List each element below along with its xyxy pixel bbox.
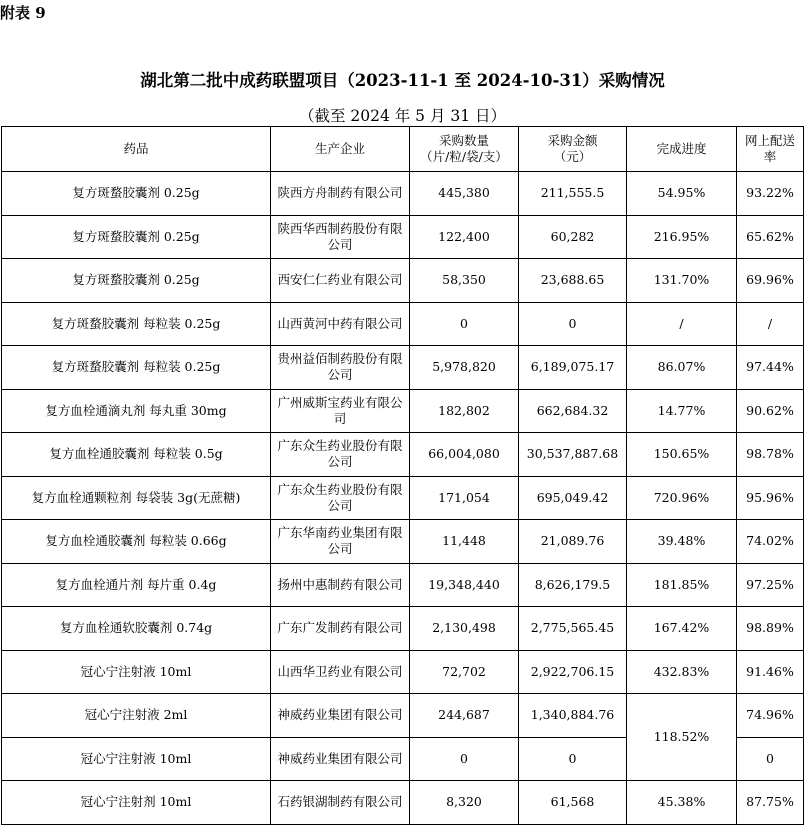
cell-drug: 冠心宁注射液 10ml <box>2 737 271 781</box>
cell-company: 陕西华西制药股份有限公司 <box>271 215 410 259</box>
table-row <box>2 215 804 259</box>
annex-label: 附表 9 <box>0 4 46 22</box>
table-row <box>2 650 804 694</box>
cell-online-rate: 69.96% <box>737 259 804 303</box>
cell-online-rate: 98.78% <box>737 433 804 477</box>
cell-amount: 211,555.5 <box>519 172 627 216</box>
table-row <box>2 563 804 607</box>
cell-progress: 167.42% <box>627 607 737 651</box>
cell-online-rate: 74.02% <box>737 520 804 564</box>
cell-progress: 45.38% <box>627 781 737 825</box>
cell-amount: 0 <box>519 302 627 346</box>
cell-quantity: 66,004,080 <box>410 433 519 477</box>
cell-quantity: 182,802 <box>410 389 519 433</box>
cell-drug: 冠心宁注射剂 10ml <box>2 781 271 825</box>
cell-progress: 432.83% <box>627 650 737 694</box>
cell-progress: 150.65% <box>627 433 737 477</box>
cell-drug: 复方斑蝥胶囊剂 0.25g <box>2 259 271 303</box>
cell-quantity: 11,448 <box>410 520 519 564</box>
cell-progress: 131.70% <box>627 259 737 303</box>
cell-online-rate: 98.89% <box>737 607 804 651</box>
cell-company: 扬州中惠制药有限公司 <box>271 563 410 607</box>
cell-amount: 695,049.42 <box>519 476 627 520</box>
cell-quantity: 445,380 <box>410 172 519 216</box>
cell-drug: 冠心宁注射液 2ml <box>2 694 271 738</box>
cell-company: 石药银湖制药有限公司 <box>271 781 410 825</box>
cell-company: 山西华卫药业有限公司 <box>271 650 410 694</box>
cell-quantity: 8,320 <box>410 781 519 825</box>
table-row <box>2 259 804 303</box>
cell-company: 神威药业集团有限公司 <box>271 694 410 738</box>
cell-company: 陕西方舟制药有限公司 <box>271 172 410 216</box>
cell-drug: 复方斑蝥胶囊剂 0.25g <box>2 172 271 216</box>
cell-amount: 23,688.65 <box>519 259 627 303</box>
cell-online-rate: 65.62% <box>737 215 804 259</box>
cell-online-rate: 93.22% <box>737 172 804 216</box>
table-row <box>2 694 804 738</box>
cell-online-rate: 97.44% <box>737 346 804 390</box>
cell-company: 广东广发制药有限公司 <box>271 607 410 651</box>
cell-quantity: 171,054 <box>410 476 519 520</box>
cell-quantity: 0 <box>410 737 519 781</box>
cell-amount: 30,537,887.68 <box>519 433 627 477</box>
cell-online-rate: 97.25% <box>737 563 804 607</box>
cell-amount: 0 <box>519 737 627 781</box>
table-row <box>2 476 804 520</box>
cell-amount: 6,189,075.17 <box>519 346 627 390</box>
cell-amount: 1,340,884.76 <box>519 694 627 738</box>
cell-progress: 14.77% <box>627 389 737 433</box>
col-header-progress: 完成进度 <box>627 127 737 172</box>
col-header-company: 生产企业 <box>271 127 410 172</box>
col-header-amount: 采购金额 （元） <box>519 127 627 172</box>
cell-progress: 216.95% <box>627 215 737 259</box>
table-row <box>2 389 804 433</box>
cell-quantity: 5,978,820 <box>410 346 519 390</box>
cell-company: 广东众生药业股份有限公司 <box>271 476 410 520</box>
table-header-row <box>2 127 804 172</box>
cell-company: 广州威斯宝药业有限公司 <box>271 389 410 433</box>
cell-company: 神威药业集团有限公司 <box>271 737 410 781</box>
cell-online-rate: 74.96% <box>737 694 804 738</box>
cell-quantity: 122,400 <box>410 215 519 259</box>
cell-drug: 复方血栓通颗粒剂 每袋装 3g(无蔗糖) <box>2 476 271 520</box>
cell-progress: 181.85% <box>627 563 737 607</box>
cell-drug: 复方血栓通胶囊剂 每粒装 0.66g <box>2 520 271 564</box>
cell-progress: 54.95% <box>627 172 737 216</box>
cell-drug: 复方血栓通胶囊剂 每粒装 0.5g <box>2 433 271 477</box>
cell-online-rate: 95.96% <box>737 476 804 520</box>
page-title: 湖北第二批中成药联盟项目（2023-11-1 至 2024-10-31）采购情况 <box>140 71 665 90</box>
cell-amount: 662,684.32 <box>519 389 627 433</box>
cell-online-rate: 90.62% <box>737 389 804 433</box>
cell-progress: 86.07% <box>627 346 737 390</box>
col-header-quantity: 采购数量 （片/粒/袋/支） <box>410 127 519 172</box>
cell-quantity: 0 <box>410 302 519 346</box>
table-row <box>2 433 804 477</box>
cell-drug: 复方血栓通滴丸剂 每丸重 30mg <box>2 389 271 433</box>
table-row <box>2 520 804 564</box>
cell-quantity: 58,350 <box>410 259 519 303</box>
cell-quantity: 72,702 <box>410 650 519 694</box>
cell-quantity: 244,687 <box>410 694 519 738</box>
col-header-drug: 药品 <box>2 127 271 172</box>
cell-company: 山西黄河中药有限公司 <box>271 302 410 346</box>
cell-online-rate: / <box>737 302 804 346</box>
table-row <box>2 781 804 825</box>
cell-drug: 冠心宁注射液 10ml <box>2 650 271 694</box>
cell-company: 贵州益佰制药股份有限公司 <box>271 346 410 390</box>
cell-company: 广东众生药业股份有限公司 <box>271 433 410 477</box>
cell-company: 西安仁仁药业有限公司 <box>271 259 410 303</box>
cell-progress: 720.96% <box>627 476 737 520</box>
cell-amount: 60,282 <box>519 215 627 259</box>
cell-drug: 复方血栓通片剂 每片重 0.4g <box>2 563 271 607</box>
cell-online-rate: 91.46% <box>737 650 804 694</box>
cell-amount: 8,626,179.5 <box>519 563 627 607</box>
cell-quantity: 19,348,440 <box>410 563 519 607</box>
table-row <box>2 302 804 346</box>
cell-online-rate: 87.75% <box>737 781 804 825</box>
cell-progress: 39.48% <box>627 520 737 564</box>
cell-progress: / <box>627 302 737 346</box>
table-row <box>2 346 804 390</box>
cell-drug: 复方斑蝥胶囊剂 0.25g <box>2 215 271 259</box>
cell-progress-merged: 118.52% <box>627 694 737 781</box>
cell-amount: 61,568 <box>519 781 627 825</box>
cell-drug: 复方斑蝥胶囊剂 每粒装 0.25g <box>2 346 271 390</box>
procurement-table <box>1 126 804 825</box>
cell-online-rate: 0 <box>737 737 804 781</box>
cell-quantity: 2,130,498 <box>410 607 519 651</box>
table-row <box>2 607 804 651</box>
col-header-online-rate: 网上配送率 <box>737 127 804 172</box>
cell-amount: 21,089.76 <box>519 520 627 564</box>
cell-amount: 2,775,565.45 <box>519 607 627 651</box>
cell-amount: 2,922,706.15 <box>519 650 627 694</box>
table-row <box>2 172 804 216</box>
page-subtitle: （截至 2024 年 5 月 31 日） <box>298 107 507 125</box>
cell-drug: 复方斑蝥胶囊剂 每粒装 0.25g <box>2 302 271 346</box>
cell-company: 广东华南药业集团有限公司 <box>271 520 410 564</box>
cell-drug: 复方血栓通软胶囊剂 0.74g <box>2 607 271 651</box>
